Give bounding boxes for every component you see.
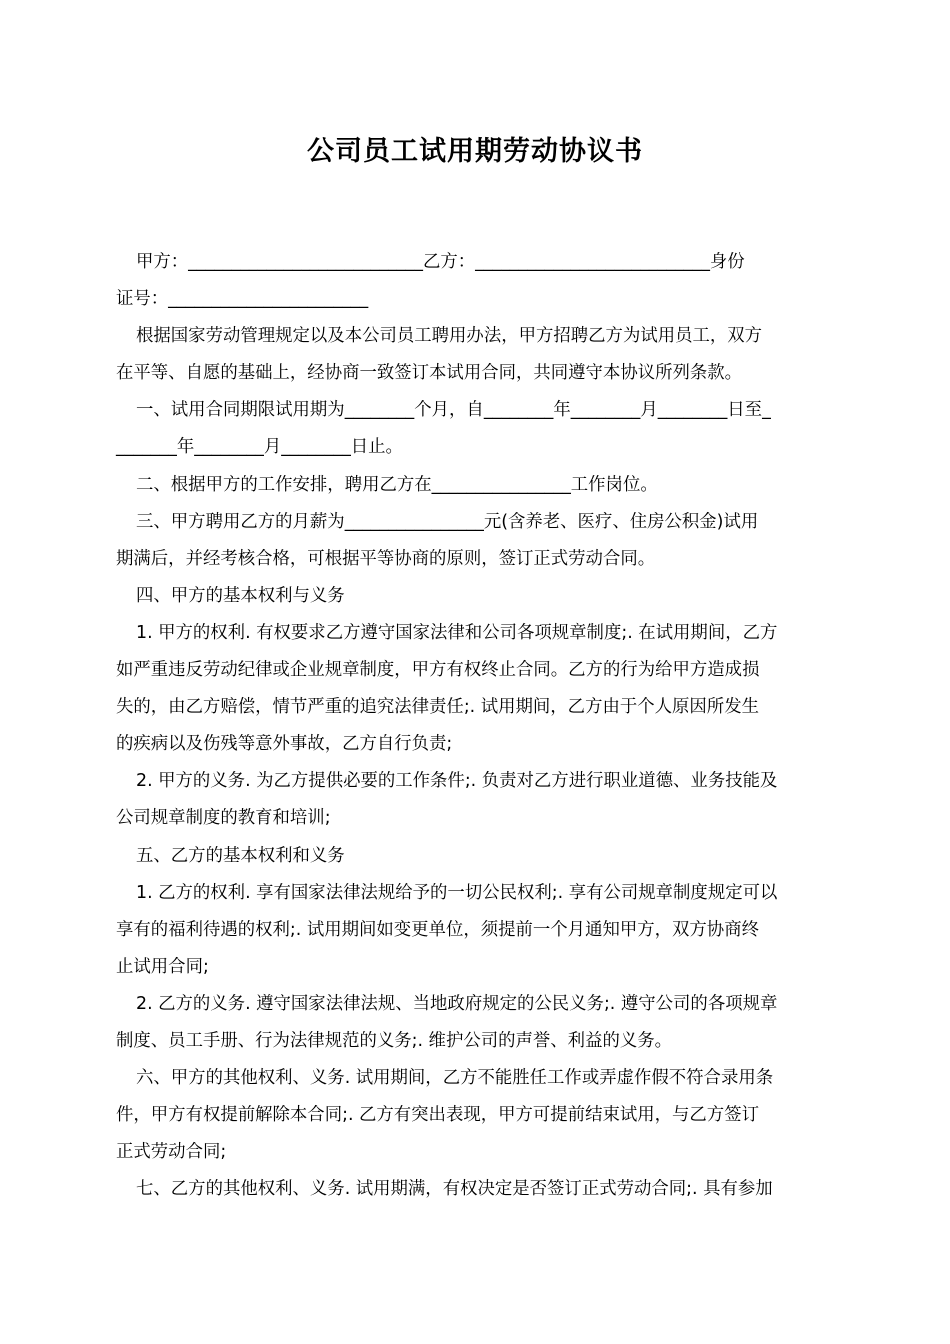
document-body xyxy=(116,244,836,1208)
clause-4-1-line: 如严重违反劳动纪律或企业规章制度，甲方有权终止合同。乙方的行为给甲方造成损 xyxy=(116,660,760,681)
clause-3-line: 期满后，并经考核合格，可根据平等协商的原则，签订正式劳动合同。 xyxy=(116,548,656,569)
clause-3-line: 三、甲方聘用乙方的月薪为________________元(含养老、医疗、住房公积金)试用 xyxy=(136,511,759,532)
clause-6-line: 六、甲方的其他权利、义务. 试用期间，乙方不能胜任工作或弄虚作假不符合录用条 xyxy=(136,1068,774,1089)
clause-5-1-line: 止试用合同; xyxy=(116,956,209,977)
intro-paragraph-line: 在平等、自愿的基础上，经协商一致签订本试用合同，共同遵守本协议所列条款。 xyxy=(116,363,743,384)
party-line: 甲方：___________________________乙方：___________________________身份 xyxy=(136,252,745,272)
clause-4-1-line: 的疾病以及伤残等意外事故，乙方自行负责; xyxy=(116,734,453,755)
clause-5-heading: 五、乙方的基本权利和义务 xyxy=(136,845,345,866)
clause-7-line: 七、乙方的其他权利、义务. 试用期满，有权决定是否签订正式劳动合同;. 具有参加 xyxy=(136,1179,773,1200)
intro-paragraph-line: 根据国家劳动管理规定以及本公司员工聘用办法，甲方招聘乙方为试用员工，双方 xyxy=(136,326,763,347)
clause-5-1-line: 1. 乙方的权利. 享有国家法律法规给予的一切公民权利;. 享有公司规章制度规定可以 xyxy=(136,882,778,903)
clause-6-line: 件，甲方有权提前解除本合同;. 乙方有突出表现，甲方可提前结束试用，与乙方签订 xyxy=(116,1105,759,1126)
clause-4-2-line: 2. 甲方的义务. 为乙方提供必要的工作条件;. 负责对乙方进行职业道德、业务技能及 xyxy=(136,771,778,792)
clause-6-line: 正式劳动合同; xyxy=(116,1142,227,1163)
id-number-line: 证号：_______________________ xyxy=(116,289,369,310)
clause-1-line: 一、试用合同期限试用期为________个月，自________年________月________日至_ xyxy=(136,400,771,421)
clause-4-2-line: 公司规章制度的教育和培训; xyxy=(116,808,331,829)
clause-4-1-line: 失的，由乙方赔偿，情节严重的追究法律责任;. 试用期间，乙方由于个人原因所发生 xyxy=(116,697,759,718)
clause-1-line: _______年________月________日止。 xyxy=(116,437,403,458)
clause-5-1-line: 享有的福利待遇的权利;. 试用期间如变更单位，须提前一个月通知甲方，双方协商终 xyxy=(116,919,759,940)
clause-5-2-line: 制度、员工手册、行为法律规范的义务;. 维护公司的声誉、利益的义务。 xyxy=(116,1030,673,1051)
clause-4-heading: 四、甲方的基本权利与义务 xyxy=(136,585,345,606)
document-title: 公司员工试用期劳动协议书 xyxy=(307,136,643,167)
clause-5-2-line: 2. 乙方的义务. 遵守国家法律法规、当地政府规定的公民义务;. 遵守公司的各项规章 xyxy=(136,993,778,1014)
clause-2-line: 二、根据甲方的工作安排，聘用乙方在________________工作岗位。 xyxy=(136,474,658,495)
clause-4-1-line: 1. 甲方的权利. 有权要求乙方遵守国家法律和公司各项规章制度;. 在试用期间，乙方 xyxy=(136,622,778,643)
